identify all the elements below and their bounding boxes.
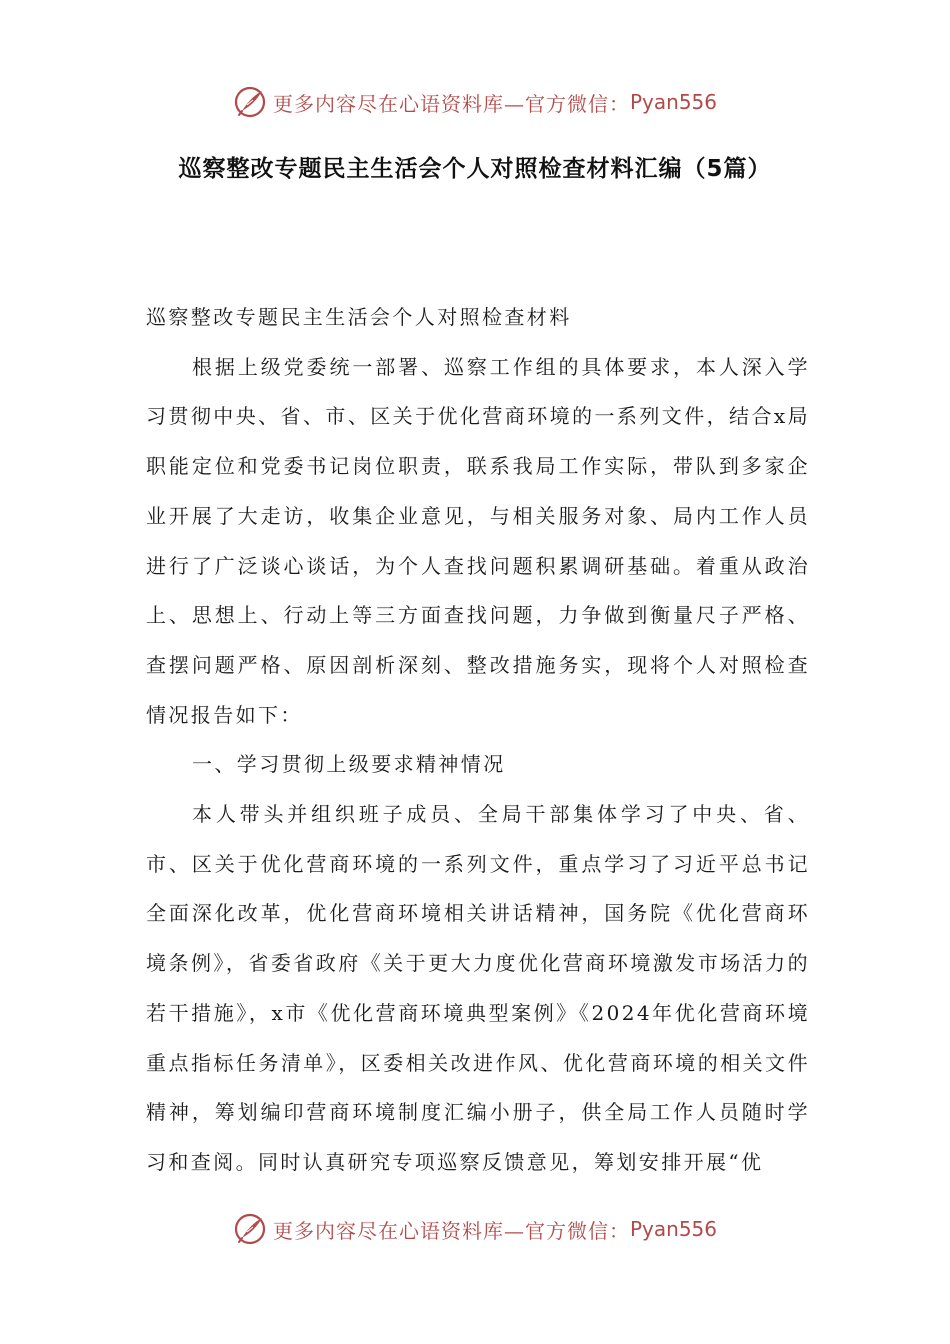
header-watermark <box>0 82 950 122</box>
paragraph-study: 本人带头并组织班子成员、全局干部集体学习了中央、省、市、区关于优化营商环境的一系列文件，重点学习了习近平总书记全面深化改革，优化营商环境相关讲话精神，国务院《优化营商环境条例》，省委省政府《关于更大力度优化营商环境激发市场活力的若干措施》，x市《优化营商环境典型案例》《2024年优化营商环境重点指标任务清单》，区委相关改进作风、优化营商环境的相关文件精神，筹划编印营商环境制度汇编小册子，供全局工作人员随时学习和查阅。同时认真研究专项巡察反馈意见，筹划安排开展“优 <box>146 802 810 1174</box>
document-subtitle: 巡察整改专题民主生活会个人对照检查材料 <box>146 305 572 329</box>
document-body <box>146 293 810 1188</box>
watermark-wechat-id: Pyan556 <box>629 1217 717 1241</box>
section-heading: 一、学习贯彻上级要求精神情况 <box>192 752 506 777</box>
document-title: 巡察整改专题民主生活会个人对照检查材料汇编（5篇） <box>178 156 772 182</box>
footer-watermark <box>0 1209 950 1249</box>
watermark-text: 更多内容尽在心语资料库—官方微信： <box>272 91 630 116</box>
feather-pen-logo-icon <box>233 85 267 119</box>
paragraph-intro: 根据上级党委统一部署、巡察工作组的具体要求，本人深入学习贯彻中央、省、市、区关于优化营商环境的一系列文件，结合x局职能定位和党委书记岗位职责，联系我局工作实际，带队到多家企业开展了大走访，收集企业意见，与相关服务对象、局内工作人员进行了广泛谈心谈话，为个人查找问题积累调研基础。着重从政治上、思想上、行动上等三方面查找问题，力争做到衡量尺子严格、查摆问题严格、原因剖析深刻、整改措施务实，现将个人对照检查情况报告如下： <box>146 354 810 727</box>
watermark-wechat-id: Pyan556 <box>629 90 717 114</box>
watermark-text: 更多内容尽在心语资料库—官方微信： <box>272 1218 630 1243</box>
feather-pen-logo-icon <box>233 1212 267 1246</box>
